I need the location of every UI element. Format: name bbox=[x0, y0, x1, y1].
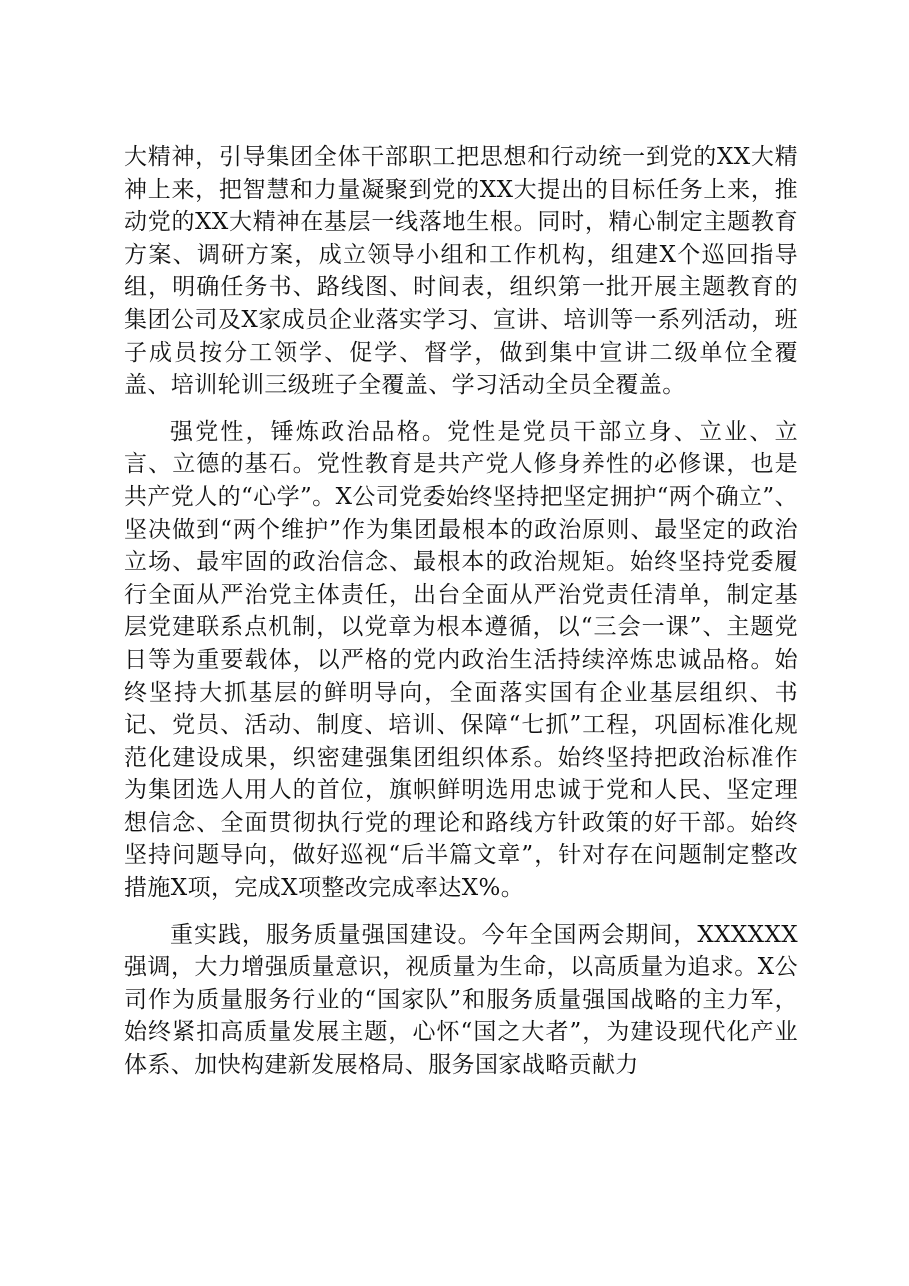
paragraph-continued: 大精神，引导集团全体干部职工把思想和行动统一到党的XX大精神上来，把智慧和力量凝聚到党的XX大提出的目标任务上来，推动党的XX大精神在基层一线落地生根。同时，精心制定主题教育方案、调研方案，成立领导小组和工作机构，组建X个巡回指导组，明确任务书、路线图、时间表，组织第一批开展主题教育的集团公司及X家成员企业落实学习、宣讲、培训等一系列活动，班子成员按分工领学、促学、督学，做到集中宣讲二级单位全覆盖、培训轮训三级班子全覆盖、学习活动全员全覆盖。 bbox=[124, 144, 798, 399]
paragraph-party-spirit: 强党性，锤炼政治品格。党性是党员干部立身、立业、立言、立德的基石。党性教育是共产党人修身养性的必修课，也是共产党人的“心学”。X公司党委始终坚持把坚定拥护“两个确立”、坚决做到“两个维护”作为集团最根本的政治原则、最坚定的政治立场、最牢固的政治信念、最根本的政治规矩。始终坚持党委履行全面从严治党主体责任，出台全面从严治党责任清单，制定基层党建联系点机制，以党章为根本遵循，以“三会一课”、主题党日等为重要载体，以严格的党内政治生活持续淬炼忠诚品格。始终坚持大抓基层的鲜明导向，全面落实国有企业基层组织、书记、党员、活动、制度、培训、保障“七抓”工程，巩固标准化规范化建设成果，织密建强集团组织体系。始终坚持把政治标准作为集团选人用人的首位，旗帜鲜明选用忠诚于党和人民、坚定理想信念、全面贯彻执行党的理论和路线方针政策的好干部。始终坚持问题导向，做好巡视“后半篇文章”，针对存在问题制定整改措施X项，完成X项整改完成率达X%。 bbox=[124, 418, 798, 902]
paragraph-practice: 重实践，服务质量强国建设。今年全国两会期间，XXXXXX强调，大力增强质量意识，视质量为生命，以高质量为追求。X公司作为质量服务行业的“国家队”和服务质量强国战略的主力军，始终紧扣高质量发展主题，心怀“国之大者”，为建设现代化产业体系、加快构建新发展格局、服务国家战略贡献力 bbox=[124, 921, 798, 1079]
document-body bbox=[124, 141, 798, 1082]
